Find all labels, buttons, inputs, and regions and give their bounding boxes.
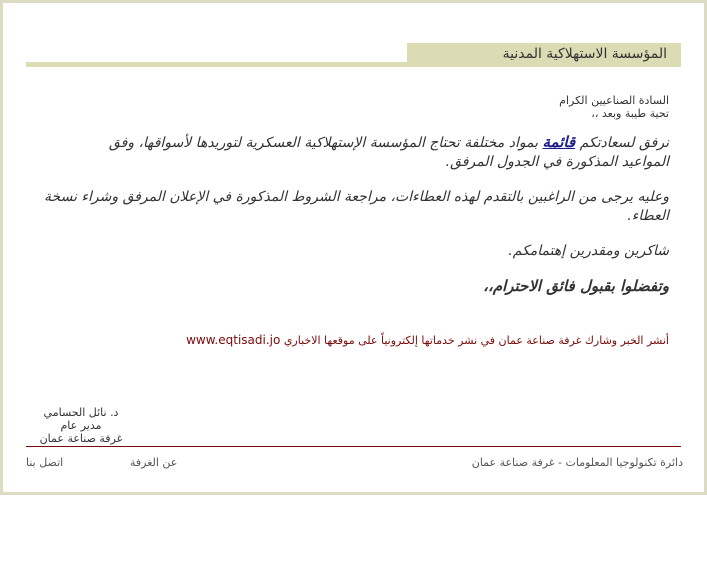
footer-about-link[interactable]: عن الغرفة: [130, 456, 178, 469]
header-rule: [26, 62, 681, 67]
share-notice: [186, 333, 669, 347]
footer-contact-link[interactable]: اتصل بنا: [26, 456, 64, 469]
signature-title: مدير عام: [60, 419, 102, 432]
paragraph-1: [37, 133, 669, 172]
list-link[interactable]: قائمة: [542, 133, 576, 151]
signature-name: د. نائل الحسامي: [43, 406, 119, 419]
p1-text-middle: بمواد مختلفة تحتاج المؤسسة الإستهلاكية العسكرية لتوريدها لأسواقها، وفق: [108, 135, 543, 151]
paragraph-3: شاكرين ومقدرين إهتمامكم.: [508, 243, 669, 259]
header-title: المؤسسة الاستهلاكية المدنية: [502, 46, 667, 62]
footer-rule: [26, 446, 681, 447]
greeting: [559, 94, 669, 120]
closing-line: وتفضلوا بقبول فائق الاحترام،،: [483, 277, 669, 295]
signature-block: [26, 406, 136, 445]
paragraph-2: وعليه يرجى من الراغبين بالتقدم لهذه العطاءات، مراجعة الشروط المذكورة في الإعلان المرفق وشراء نسخة العطاء.: [44, 189, 669, 224]
greeting-line-2: تحية طيبة وبعد ،،: [591, 107, 669, 120]
news-site-link[interactable]: www.eqtisadi.jo: [186, 333, 281, 347]
p1-text-after: المواعيد المذكورة في الجدول المرفق.: [445, 154, 669, 170]
signature-org: غرفة صناعة عمان: [39, 432, 123, 445]
share-notice-text: أنشر الخبر وشارك غرفة صناعة عمان في نشر خدماتها إلكترونياً على موقعها الاخباري: [280, 334, 669, 347]
p1-text-before: نرفق لسعادتكم: [575, 135, 669, 151]
greeting-line-1: السادة الصناعيين الكرام: [559, 94, 669, 107]
footer-department: دائرة تكنولوجيا المعلومات - غرفة صناعة عمان: [471, 456, 683, 469]
